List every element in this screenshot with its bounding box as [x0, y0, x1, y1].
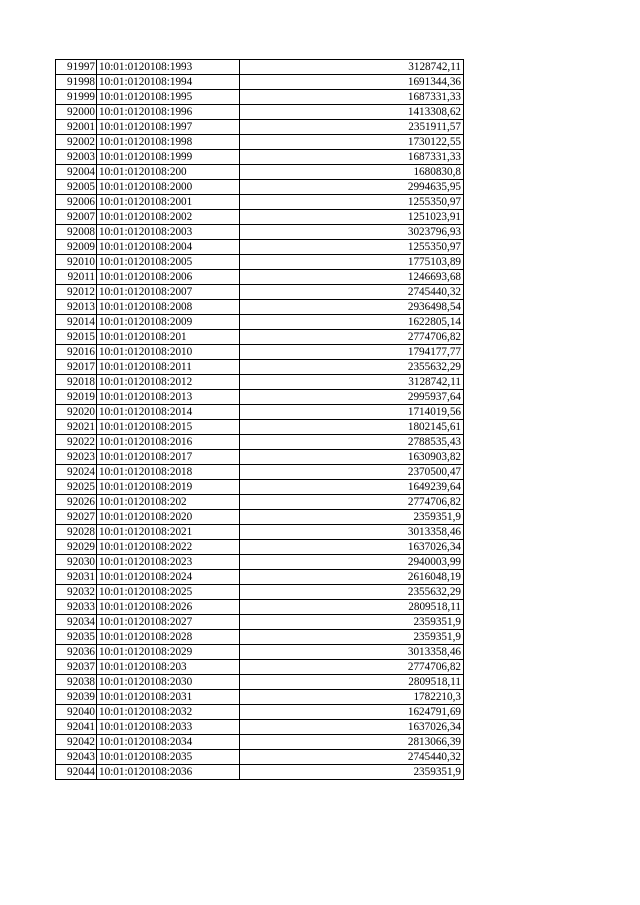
table-row	[56, 105, 464, 120]
value-cell: 3128742,11	[240, 375, 464, 390]
cadastral-number-cell: 10:01:0120108:2022	[97, 540, 240, 555]
row-id-cell: 92020	[56, 405, 97, 420]
table-row	[56, 585, 464, 600]
value-cell: 2745440,32	[240, 285, 464, 300]
cadastral-number-cell: 10:01:0120108:2021	[97, 525, 240, 540]
table-row	[56, 675, 464, 690]
value-cell: 1630903,82	[240, 450, 464, 465]
row-id-cell: 92021	[56, 420, 97, 435]
cadastral-number-cell: 10:01:0120108:2034	[97, 735, 240, 750]
value-cell: 3013358,46	[240, 525, 464, 540]
table-row	[56, 180, 464, 195]
value-cell: 2359351,9	[240, 630, 464, 645]
table-row	[56, 315, 464, 330]
data-table	[55, 59, 464, 780]
row-id-cell: 91997	[56, 60, 97, 75]
row-id-cell: 92017	[56, 360, 97, 375]
cadastral-number-cell: 10:01:0120108:2005	[97, 255, 240, 270]
table-row	[56, 540, 464, 555]
row-id-cell: 92029	[56, 540, 97, 555]
value-cell: 1802145,61	[240, 420, 464, 435]
cadastral-number-cell: 10:01:0120108:2010	[97, 345, 240, 360]
value-cell: 1622805,14	[240, 315, 464, 330]
cadastral-number-cell: 10:01:0120108:1995	[97, 90, 240, 105]
row-id-cell: 92013	[56, 300, 97, 315]
row-id-cell: 92040	[56, 705, 97, 720]
row-id-cell: 92001	[56, 120, 97, 135]
cadastral-number-cell: 10:01:0120108:2015	[97, 420, 240, 435]
table-row	[56, 555, 464, 570]
table-row	[56, 360, 464, 375]
table-row	[56, 210, 464, 225]
table-body	[56, 60, 464, 780]
table-row	[56, 300, 464, 315]
cadastral-number-cell: 10:01:0120108:2036	[97, 765, 240, 780]
table-row	[56, 690, 464, 705]
value-cell: 1782210,3	[240, 690, 464, 705]
table-row	[56, 765, 464, 780]
row-id-cell: 92035	[56, 630, 97, 645]
value-cell: 2995937,64	[240, 390, 464, 405]
value-cell: 1255350,97	[240, 240, 464, 255]
row-id-cell: 92039	[56, 690, 97, 705]
row-id-cell: 92032	[56, 585, 97, 600]
cadastral-number-cell: 10:01:0120108:2026	[97, 600, 240, 615]
row-id-cell: 92000	[56, 105, 97, 120]
row-id-cell: 92041	[56, 720, 97, 735]
cadastral-number-cell: 10:01:0120108:2031	[97, 690, 240, 705]
cadastral-number-cell: 10:01:0120108:201	[97, 330, 240, 345]
row-id-cell: 92038	[56, 675, 97, 690]
table-row	[56, 450, 464, 465]
value-cell: 1624791,69	[240, 705, 464, 720]
table-row	[56, 750, 464, 765]
value-cell: 1687331,33	[240, 150, 464, 165]
cadastral-number-cell: 10:01:0120108:2012	[97, 375, 240, 390]
row-id-cell: 92031	[56, 570, 97, 585]
cadastral-number-cell: 10:01:0120108:200	[97, 165, 240, 180]
row-id-cell: 92030	[56, 555, 97, 570]
value-cell: 1680830,8	[240, 165, 464, 180]
cadastral-number-cell: 10:01:0120108:2025	[97, 585, 240, 600]
row-id-cell: 92028	[56, 525, 97, 540]
table-row	[56, 735, 464, 750]
cadastral-number-cell: 10:01:0120108:2024	[97, 570, 240, 585]
value-cell: 1255350,97	[240, 195, 464, 210]
row-id-cell: 92019	[56, 390, 97, 405]
table-row	[56, 345, 464, 360]
table-row	[56, 705, 464, 720]
row-id-cell: 92010	[56, 255, 97, 270]
value-cell: 3013358,46	[240, 645, 464, 660]
value-cell: 2359351,9	[240, 765, 464, 780]
row-id-cell: 92007	[56, 210, 97, 225]
table-row	[56, 600, 464, 615]
cadastral-number-cell: 10:01:0120108:2033	[97, 720, 240, 735]
cadastral-number-cell: 10:01:0120108:2009	[97, 315, 240, 330]
value-cell: 2813066,39	[240, 735, 464, 750]
cadastral-number-cell: 10:01:0120108:1994	[97, 75, 240, 90]
row-id-cell: 92011	[56, 270, 97, 285]
value-cell: 2809518,11	[240, 675, 464, 690]
value-cell: 2351911,57	[240, 120, 464, 135]
cadastral-number-cell: 10:01:0120108:2020	[97, 510, 240, 525]
cadastral-number-cell: 10:01:0120108:2029	[97, 645, 240, 660]
table-row	[56, 435, 464, 450]
cadastral-number-cell: 10:01:0120108:2014	[97, 405, 240, 420]
value-cell: 1413308,62	[240, 105, 464, 120]
cadastral-number-cell: 10:01:0120108:2017	[97, 450, 240, 465]
value-cell: 2774706,82	[240, 330, 464, 345]
table-row	[56, 255, 464, 270]
row-id-cell: 92042	[56, 735, 97, 750]
cadastral-number-cell: 10:01:0120108:2018	[97, 465, 240, 480]
value-cell: 1637026,34	[240, 540, 464, 555]
table-row	[56, 615, 464, 630]
value-cell: 2616048,19	[240, 570, 464, 585]
cadastral-number-cell: 10:01:0120108:1993	[97, 60, 240, 75]
row-id-cell: 92026	[56, 495, 97, 510]
cadastral-number-cell: 10:01:0120108:1996	[97, 105, 240, 120]
table-row	[56, 660, 464, 675]
row-id-cell: 92018	[56, 375, 97, 390]
row-id-cell: 92036	[56, 645, 97, 660]
table-row	[56, 645, 464, 660]
row-id-cell: 92012	[56, 285, 97, 300]
row-id-cell: 92005	[56, 180, 97, 195]
table-row	[56, 510, 464, 525]
table-row	[56, 720, 464, 735]
table-row	[56, 150, 464, 165]
value-cell: 2774706,82	[240, 495, 464, 510]
table-row	[56, 495, 464, 510]
table-row	[56, 630, 464, 645]
table-row	[56, 75, 464, 90]
value-cell: 2359351,9	[240, 615, 464, 630]
table-row	[56, 120, 464, 135]
row-id-cell: 92025	[56, 480, 97, 495]
cadastral-number-cell: 10:01:0120108:203	[97, 660, 240, 675]
row-id-cell: 92043	[56, 750, 97, 765]
value-cell: 2936498,54	[240, 300, 464, 315]
cadastral-number-cell: 10:01:0120108:2019	[97, 480, 240, 495]
table-row	[56, 165, 464, 180]
value-cell: 2355632,29	[240, 360, 464, 375]
cadastral-number-cell: 10:01:0120108:202	[97, 495, 240, 510]
cadastral-number-cell: 10:01:0120108:2008	[97, 300, 240, 315]
table-row	[56, 90, 464, 105]
table-row	[56, 465, 464, 480]
cadastral-number-cell: 10:01:0120108:1998	[97, 135, 240, 150]
row-id-cell: 91999	[56, 90, 97, 105]
table-row	[56, 135, 464, 150]
value-cell: 1691344,36	[240, 75, 464, 90]
row-id-cell: 92004	[56, 165, 97, 180]
table-row	[56, 375, 464, 390]
value-cell: 1251023,91	[240, 210, 464, 225]
table-row	[56, 270, 464, 285]
value-cell: 2788535,43	[240, 435, 464, 450]
value-cell: 1730122,55	[240, 135, 464, 150]
value-cell: 1775103,89	[240, 255, 464, 270]
value-cell: 2745440,32	[240, 750, 464, 765]
cadastral-number-cell: 10:01:0120108:2035	[97, 750, 240, 765]
value-cell: 1687331,33	[240, 90, 464, 105]
value-cell: 3023796,93	[240, 225, 464, 240]
cadastral-number-cell: 10:01:0120108:2023	[97, 555, 240, 570]
cadastral-number-cell: 10:01:0120108:2001	[97, 195, 240, 210]
table-row	[56, 570, 464, 585]
row-id-cell: 92023	[56, 450, 97, 465]
row-id-cell: 92006	[56, 195, 97, 210]
table-row	[56, 390, 464, 405]
value-cell: 3128742,11	[240, 60, 464, 75]
cadastral-number-cell: 10:01:0120108:2013	[97, 390, 240, 405]
value-cell: 2355632,29	[240, 585, 464, 600]
cadastral-number-cell: 10:01:0120108:2004	[97, 240, 240, 255]
cadastral-number-cell: 10:01:0120108:2016	[97, 435, 240, 450]
value-cell: 1714019,56	[240, 405, 464, 420]
row-id-cell: 92015	[56, 330, 97, 345]
row-id-cell: 92022	[56, 435, 97, 450]
row-id-cell: 92037	[56, 660, 97, 675]
row-id-cell: 92033	[56, 600, 97, 615]
cadastral-number-cell: 10:01:0120108:2003	[97, 225, 240, 240]
row-id-cell: 92014	[56, 315, 97, 330]
table-row	[56, 525, 464, 540]
cadastral-number-cell: 10:01:0120108:2007	[97, 285, 240, 300]
value-cell: 2994635,95	[240, 180, 464, 195]
table-row	[56, 285, 464, 300]
row-id-cell: 92044	[56, 765, 97, 780]
row-id-cell: 91998	[56, 75, 97, 90]
cadastral-number-cell: 10:01:0120108:2030	[97, 675, 240, 690]
row-id-cell: 92009	[56, 240, 97, 255]
row-id-cell: 92034	[56, 615, 97, 630]
cadastral-number-cell: 10:01:0120108:2027	[97, 615, 240, 630]
row-id-cell: 92016	[56, 345, 97, 360]
cadastral-number-cell: 10:01:0120108:2032	[97, 705, 240, 720]
row-id-cell: 92002	[56, 135, 97, 150]
value-cell: 2370500,47	[240, 465, 464, 480]
table-row	[56, 330, 464, 345]
value-cell: 2940003,99	[240, 555, 464, 570]
cadastral-number-cell: 10:01:0120108:2011	[97, 360, 240, 375]
table-row	[56, 60, 464, 75]
table-row	[56, 480, 464, 495]
table-row	[56, 240, 464, 255]
cadastral-number-cell: 10:01:0120108:1999	[97, 150, 240, 165]
cadastral-number-cell: 10:01:0120108:2002	[97, 210, 240, 225]
row-id-cell: 92027	[56, 510, 97, 525]
table-row	[56, 405, 464, 420]
value-cell: 1649239,64	[240, 480, 464, 495]
cadastral-number-cell: 10:01:0120108:2028	[97, 630, 240, 645]
value-cell: 1794177,77	[240, 345, 464, 360]
value-cell: 2809518,11	[240, 600, 464, 615]
table-row	[56, 195, 464, 210]
cadastral-number-cell: 10:01:0120108:2000	[97, 180, 240, 195]
table-row	[56, 225, 464, 240]
cadastral-number-cell: 10:01:0120108:2006	[97, 270, 240, 285]
value-cell: 1246693,68	[240, 270, 464, 285]
row-id-cell: 92024	[56, 465, 97, 480]
row-id-cell: 92008	[56, 225, 97, 240]
value-cell: 1637026,34	[240, 720, 464, 735]
cadastral-number-cell: 10:01:0120108:1997	[97, 120, 240, 135]
table-row	[56, 420, 464, 435]
value-cell: 2359351,9	[240, 510, 464, 525]
value-cell: 2774706,82	[240, 660, 464, 675]
row-id-cell: 92003	[56, 150, 97, 165]
